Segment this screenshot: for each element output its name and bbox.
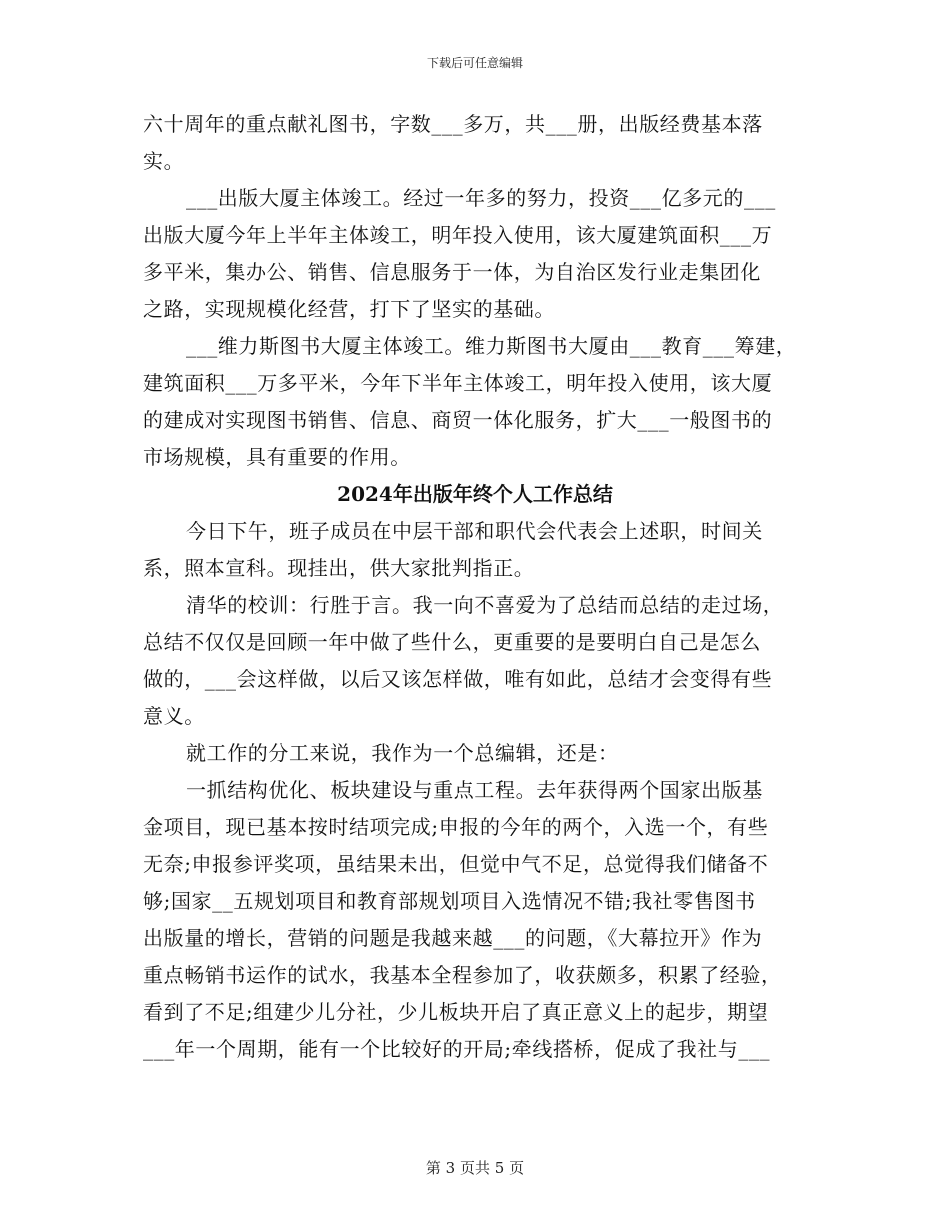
page-footer: 第 3 页共 5 页 <box>425 1159 525 1177</box>
text-line: 系，照本宣科。现挂出，供大家批判指正。 <box>143 556 535 580</box>
text-line: 出版大厦今年上半年主体竣工，明年投入使用，该大厦建筑面积___万 <box>143 223 773 247</box>
text-line: 实。 <box>143 149 185 173</box>
text-line: 清华的校训：行胜于言。我一向不喜爱为了总结而总结的走过场， <box>186 593 784 617</box>
text-line: 重点畅销书运作的试水，我基本全程参加了，收获颇多，积累了经验， <box>143 963 782 987</box>
text-line: 的建成对实现图书销售、信息、商贸一体化服务，扩大___一般图书的 <box>143 408 773 432</box>
text-line: 市场规模，具有重要的作用。 <box>143 445 411 469</box>
document-body <box>143 106 807 1068</box>
text-line: 建筑面积___万多平米，今年下半年主体竣工，明年投入使用，该大厦 <box>143 371 773 395</box>
text-line: 一抓结构优化、板块建设与重点工程。去年获得两个国家出版基 <box>186 778 763 802</box>
page-header: 下载后可任意编辑 <box>426 56 523 70</box>
text-line: 无奈;申报参评奖项，虽结果未出，但觉中气不足，总觉得我们储备不 <box>143 852 769 876</box>
text-line: ___维力斯图书大厦主体竣工。维力斯图书大厦由___教育___筹建， <box>186 334 797 358</box>
text-line: 六十周年的重点献礼图书，字数___多万，共___册，出版经费基本落 <box>143 112 763 136</box>
text-line: 就工作的分工来说，我作为一个总编辑，还是： <box>186 741 619 765</box>
text-line: 今日下午，班子成员在中层干部和职代会代表会上述职，时间关 <box>186 519 763 543</box>
text-line: 金项目，现已基本按时结项完成;申报的今年的两个，入选一个，有些 <box>143 815 769 839</box>
text-line: 出版量的增长，营销的问题是我越来越___的问题，《大幕拉开》作为 <box>143 926 763 950</box>
text-line: ___出版大厦主体竣工。经过一年多的努力，投资___亿多元的___ <box>186 186 776 210</box>
text-line: 之路，实现规模化经营，打下了坚实的基础。 <box>143 297 555 321</box>
text-line: 意义。 <box>143 704 205 728</box>
text-line: 总结不仅仅是回顾一年中做了些什么，更重要的是要明白自己是怎么 <box>143 630 761 654</box>
text-line: 看到了不足;组建少儿分社，少儿板块开启了真正意义上的起步，期望 <box>143 1000 769 1024</box>
section-title: 2024年出版年终个人工作总结 <box>337 482 613 506</box>
text-line: ___年一个周期，能有一个比较好的开局;牵线搭桥，促成了我社与___ <box>143 1037 771 1061</box>
text-line: 多平米，集办公、销售、信息服务于一体，为自治区发行业走集团化 <box>143 260 761 284</box>
text-line: 够;国家__五规划项目和教育部规划项目入选情况不错;我社零售图书 <box>143 889 756 913</box>
text-line: 做的，___会这样做，以后又该怎样做，唯有如此，总结才会变得有些 <box>143 667 773 691</box>
